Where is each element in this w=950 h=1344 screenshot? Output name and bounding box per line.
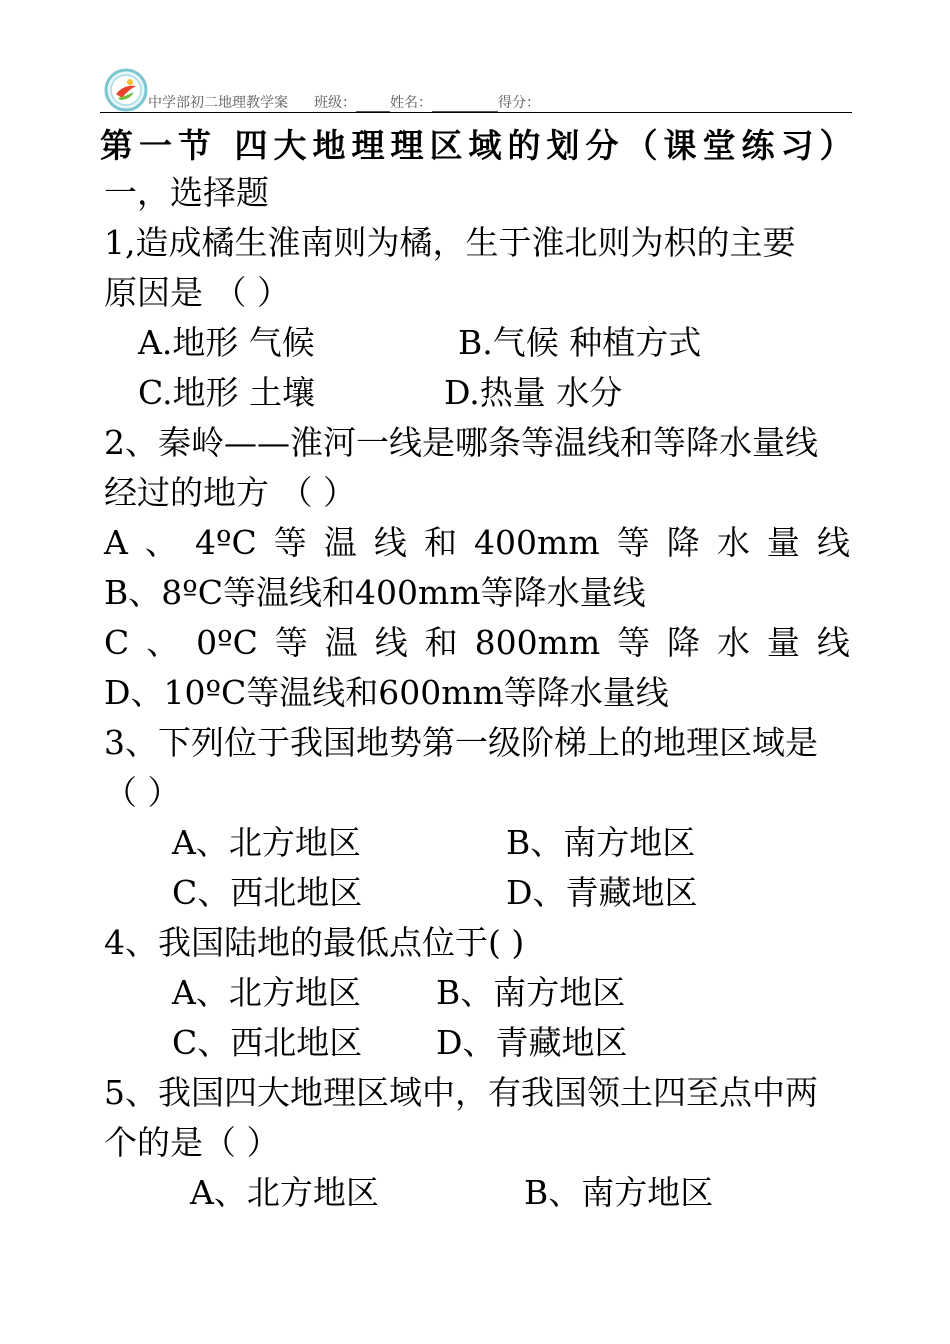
option-token: A [104,523,128,562]
question-4-option-b: B、南方地区 [436,973,626,1012]
question-3-option-a: A、北方地区 [172,823,361,862]
school-name: 中学部初二地理教学案 [148,95,288,111]
option-token: 温 [323,523,357,562]
question-4-line-1: 4、我国陆地的最低点位于( ) [104,923,525,962]
option-token: 4ºC [194,523,257,562]
question-1-line-1: 1,造成橘生淮南则为橘，生于淮北则为枳的主要 [104,223,796,262]
option-token: 等 [274,623,308,662]
option-token: 降 [666,523,700,562]
option-token: 和 [424,623,458,662]
score-label: 得分： [498,95,540,111]
option-token: 、 [146,623,180,662]
question-2-option-b: B、8ºC等温线和400mm等降水量线 [104,573,646,612]
question-3-line-2: （ ） [104,773,181,812]
question-2-line-1: 2、秦岭——淮河一线是哪条等温线和等降水量线 [104,423,818,462]
question-2-option-c [104,618,850,668]
option-token: 量 [766,623,800,662]
option-token: 降 [667,623,701,662]
option-token: 800mm [474,623,601,662]
question-4-option-d: D、青藏地区 [436,1023,628,1062]
option-token: 和 [423,523,457,562]
option-token: 线 [816,623,850,662]
option-token: 水 [716,523,750,562]
question-4-option-c: C、西北地区 [172,1023,363,1062]
option-token: 线 [373,523,407,562]
question-1-option-c: C.地形 土壤 [138,373,316,412]
option-token: 等 [617,623,651,662]
question-2-line-2: 经过的地方 （ ） [104,473,356,512]
name-label: 姓名： [390,95,432,111]
question-4-option-a: A、北方地区 [172,973,361,1012]
option-token: 量 [766,523,800,562]
section-heading: 一，选择题 [104,173,269,212]
question-2-option-a [104,518,850,568]
option-token: 线 [816,523,850,562]
question-1-option-b: B.气候 种植方式 [458,323,702,362]
option-token: 等 [616,523,650,562]
option-token: 400mm [474,523,600,562]
question-1-option-d: D.热量 水分 [444,373,623,412]
question-3-line-1: 3、下列位于我国地势第一级阶梯上的地理区域是 [104,723,818,762]
question-3-option-d: D、青藏地区 [506,873,698,912]
question-3-option-b: B、南方地区 [506,823,696,862]
question-2-option-d: D、10ºC等温线和600mm等降水量线 [104,673,669,712]
option-token: 等 [273,523,307,562]
question-1-option-a: A.地形 气候 [138,323,315,362]
question-5-option-b: B、南方地区 [524,1173,714,1212]
header-info [148,92,540,112]
option-token: C [104,623,130,662]
option-token: 温 [324,623,358,662]
option-token: 、 [144,523,178,562]
question-5-line-1: 5、我国四大地理区域中，有我国领土四至点中两 [104,1073,818,1112]
school-logo-icon [104,68,148,112]
page-title: 第一节 四大地理理区域的划分（课堂练习） [100,126,859,165]
header-divider [100,112,852,113]
option-token: 水 [716,623,750,662]
question-5-option-a: A、北方地区 [190,1173,379,1212]
name-blank [432,97,498,112]
question-3-option-c: C、西北地区 [172,873,363,912]
question-5-line-2: 个的是（ ） [104,1123,280,1162]
question-1-line-2: 原因是 （ ） [104,273,290,312]
option-token: 线 [374,623,408,662]
option-token: 0ºC [196,623,258,662]
class-label: 班级： [314,95,356,111]
class-blank [356,97,390,112]
page-header [100,62,852,114]
